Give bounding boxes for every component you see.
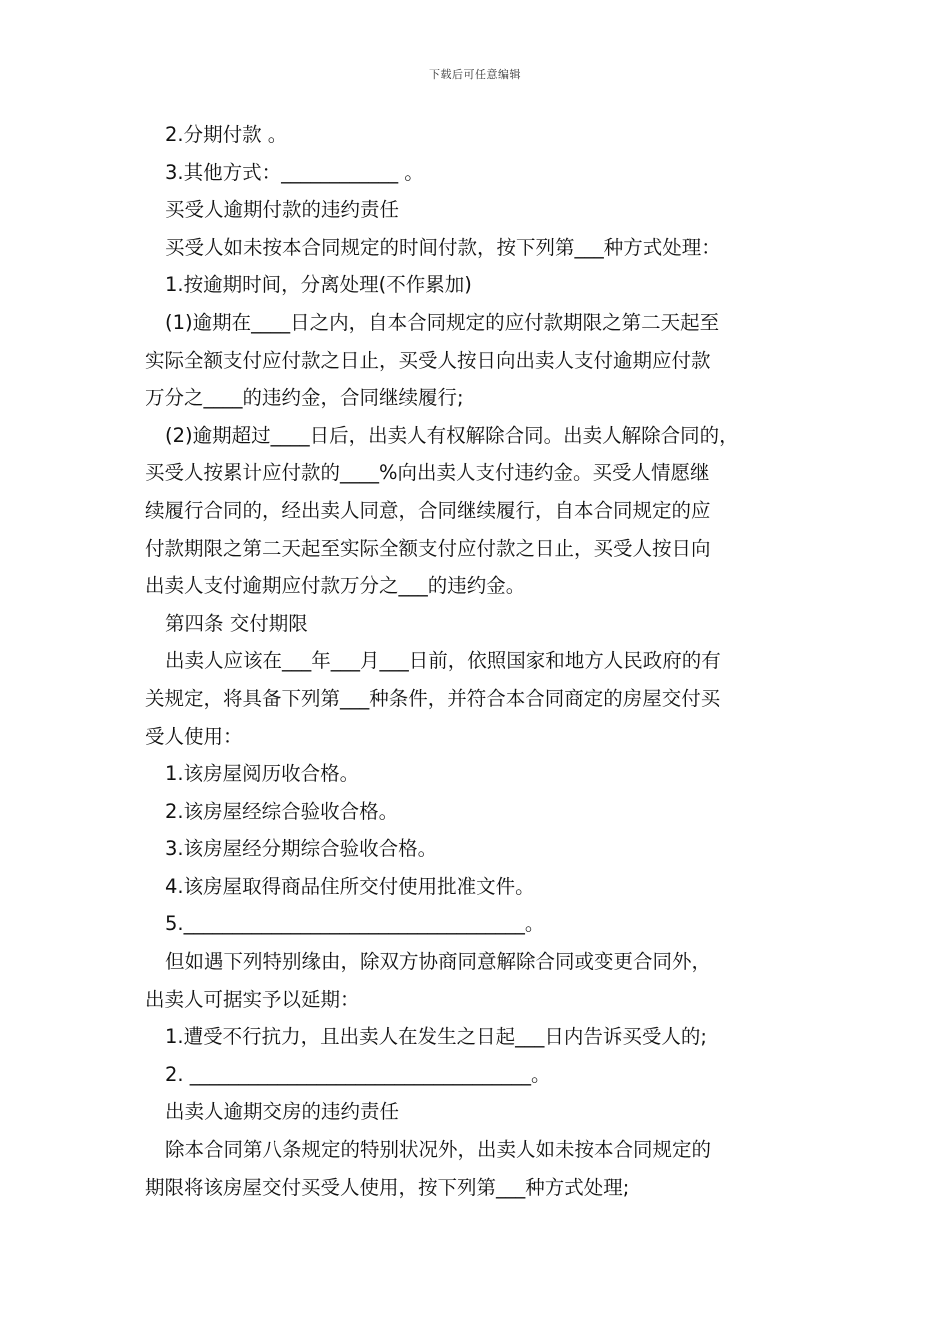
paragraph-line: 期限将该房屋交付买受人使用，按下列第___种方式处理; [145,1175,630,1199]
paragraph-line: 付款期限之第二天起至实际全额支付应付款之日止，买受人按日向 [145,536,711,560]
paragraph-line: 买受人按累计应付款的____%向出卖人支付违约金。买受人情愿继 [145,461,710,485]
paragraph-line: 实际全额支付应付款之日止，买受人按日向出卖人支付逾期应付款 [145,348,711,372]
paragraph-line: 3.其他方式：____________ 。 [165,160,424,184]
paragraph-line: 1.该房屋阅历收合格。 [165,762,360,786]
paragraph-line: 2.分期付款 。 [165,123,288,146]
paragraph-line: 1.遭受不行抗力，且出卖人在发生之日起___日内告诉买受人的; [165,1025,707,1049]
paragraph-line: 3.该房屋经分期综合验收合格。 [165,837,438,861]
paragraph-line: 万分之____的违约金，合同继续履行; [145,386,464,410]
paragraph-line: 2. ___________________________________。 [165,1062,551,1086]
paragraph-line: 关规定，将具备下列第___种条件，并符合本合同商定的房屋交付买 [145,686,721,710]
paragraph-line: 5.___________________________________。 [165,912,545,936]
paragraph-line: 出卖人逾期交房的违约责任 [165,1100,400,1124]
paragraph-line: 买受人逾期付款的违约责任 [165,198,400,222]
paragraph-line: 续履行合同的，经出卖人同意，合同继续履行，自本合同规定的应 [145,498,711,522]
header-note: 下载后可任意编辑 [429,68,521,81]
paragraph-line: 出卖人应该在___年___月___日前，依照国家和地方人民政府的有 [165,649,721,673]
paragraph-line: 4.该房屋取得商品住所交付使用批准文件。 [165,874,535,898]
document-body [145,116,815,1206]
paragraph-line: 2.该房屋经综合验收合格。 [165,799,399,823]
paragraph-line: 但如遇下列特别缘由，除双方协商同意解除合同或变更合同外， [165,950,712,974]
paragraph-line: (1)逾期在____日之内，自本合同规定的应付款期限之第二天起至 [165,310,720,334]
paragraph-line: 1.按逾期时间，分离处理(不作累加) [165,273,472,297]
paragraph-line: 买受人如未按本合同规定的时间付款，按下列第___种方式处理： [165,235,721,259]
paragraph-line: 受人使用： [145,724,243,748]
paragraph-line: 第四条 交付期限 [165,611,308,635]
paragraph-line: (2)逾期超过____日后，出卖人有权解除合同。出卖人解除合同的， [165,423,739,447]
paragraph-line: 出卖人可据实予以延期： [145,987,360,1011]
paragraph-line: 除本合同第八条规定的特别状况外，出卖人如未按本合同规定的 [165,1138,712,1162]
paragraph-line: 出卖人支付逾期应付款万分之___的违约金。 [145,574,526,598]
